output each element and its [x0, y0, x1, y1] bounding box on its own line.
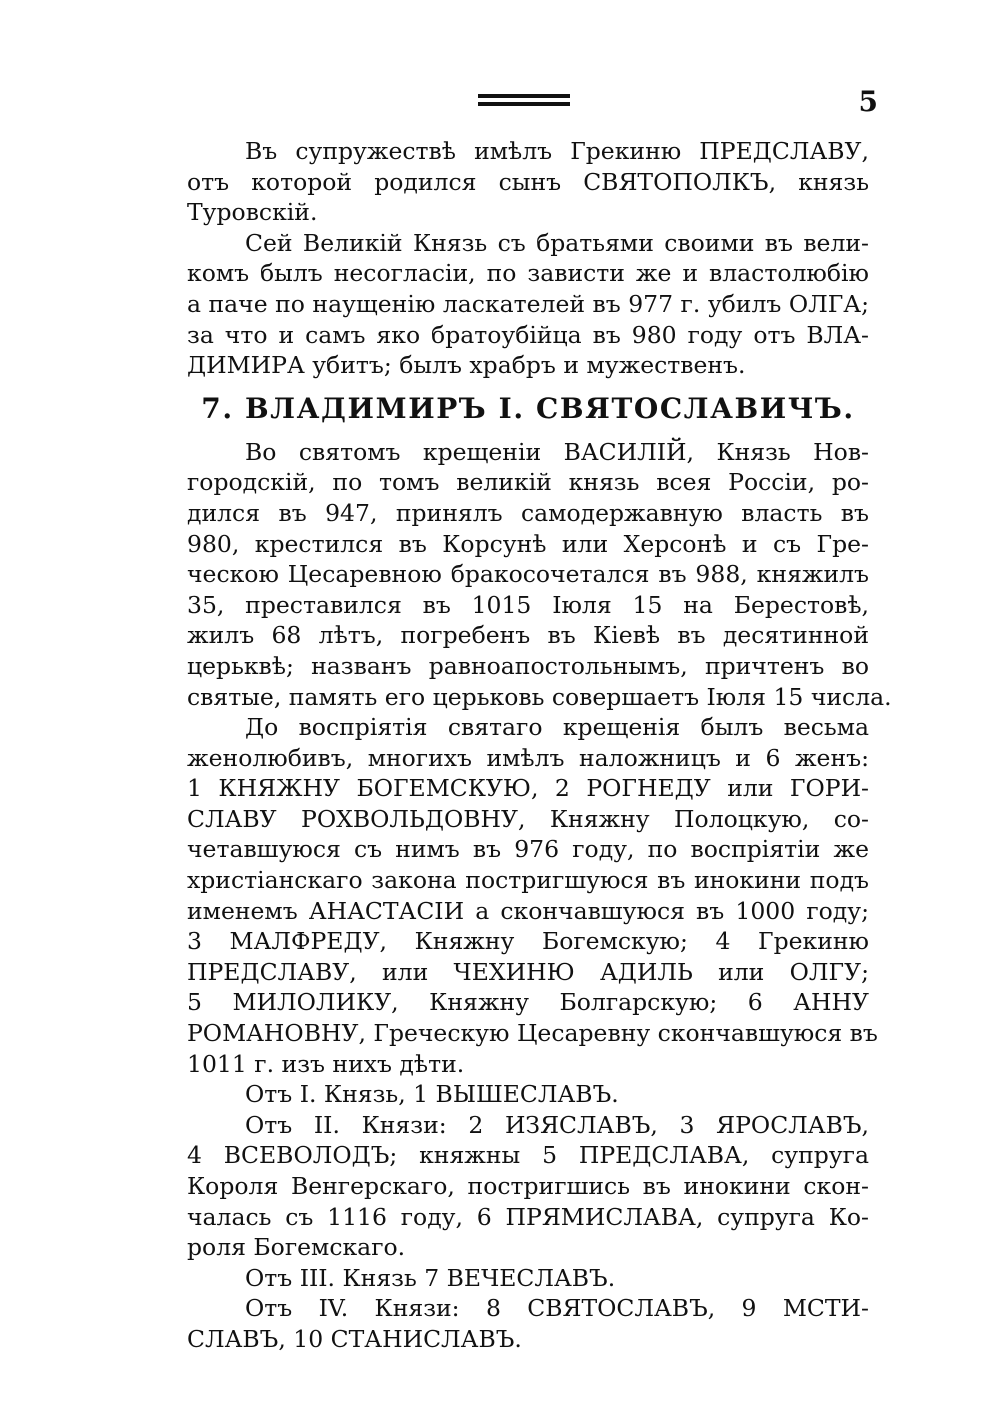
body-text [187, 136, 892, 1355]
text-line: Отъ I. Князь, 1 ВЫШЕСЛАВЪ. [245, 1080, 619, 1109]
text-line: Отъ III. Князь 7 ВЕЧЕСЛАВЪ. [245, 1263, 616, 1292]
rule-line [478, 102, 570, 106]
text-line: Отъ II. Князи: 2 ИЗЯСЛАВЪ, 3 ЯРОСЛАВЪ, [245, 1110, 869, 1139]
text-line: Туровскій. [187, 198, 318, 227]
text-line: 35, преставился въ 1015 Іюля 15 на Берестовѣ, [187, 590, 869, 619]
text-line: жилъ 68 лѣтъ, погребенъ въ Кіевѣ въ десятинной [187, 621, 869, 650]
text-line: 5 МИЛОЛИКУ, Княжну Болгарскую; 6 АННУ [187, 988, 869, 1017]
text-line: именемъ АНАСТАСІИ а скончавшуюся въ 1000 году; [187, 896, 869, 925]
text-line: 4 ВСЕВОЛОДЪ; княжны 5 ПРЕДСЛАВА, супруга [187, 1141, 869, 1170]
text-line: а паче по наущенію ласкателей въ 977 г. убилъ ОЛГА; [187, 289, 869, 318]
text-line: Въ супружествѣ имѣлъ Грекиню ПРЕДСЛАВУ, [245, 137, 869, 165]
text-line: СЛАВУ РОХВОЛЬДОВНУ, Княжну Полоцкую, со- [187, 804, 869, 833]
text-line: ПРЕДСЛАВУ, или ЧЕХИНЮ АДИЛЬ или ОЛГУ; [187, 957, 869, 986]
text-line: дился въ 947, принялъ самодержавную власть въ [187, 498, 869, 527]
text-line: ДИМИРА убитъ; былъ храбръ и мужественъ. [187, 351, 746, 380]
text-line: христіанскаго закона постригшуюся въ инокини подъ [187, 866, 869, 895]
text-line: Отъ IV. Князи: 8 СВЯТОСЛАВЪ, 9 МСТИ- [245, 1294, 869, 1323]
header-double-rule [478, 94, 570, 108]
text-line: Во святомъ крещеніи ВАСИЛІЙ, Князь Нов- [245, 437, 869, 466]
text-line: До воспріятія святаго крещенія былъ весьма [245, 713, 869, 742]
text-line: за что и самъ яко братоубійца въ 980 году отъ ВЛА- [187, 320, 869, 349]
text-line: женолюбивъ, многихъ имѣлъ наложницъ и 6 женъ: [187, 743, 869, 772]
text-line: 980, крестился въ Корсунѣ или Херсонѣ и съ Гре- [187, 529, 869, 558]
text-line: четавшуюся съ нимъ въ 976 году, по воспріятіи же [187, 835, 869, 864]
page-number: 5 [858, 85, 878, 118]
text-line: 1 КНЯЖНУ БОГЕМСКУЮ, 2 РОГНЕДУ или ГОРИ- [187, 774, 869, 803]
rule-line [478, 94, 570, 98]
section-heading: 7. ВЛАДИМИРЪ I. СВЯТОСЛАВИЧЪ. [201, 391, 855, 425]
text-block-after-heading [187, 437, 892, 1355]
text-line: роля Богемскаго. [187, 1233, 406, 1262]
text-line: святые, память его церьковь совершаетъ Іюля 15 числа. [187, 682, 892, 711]
text-line: городскій, по томъ великій князь всея Россіи, ро- [187, 468, 869, 497]
text-line: отъ которой родился сынъ СВЯТОПОЛКЪ, князь [187, 167, 869, 196]
text-line: чалась съ 1116 году, 6 ПРЯМИСЛАВА, супруга Ко- [187, 1202, 869, 1231]
text-line: СЛАВЪ, 10 СТАНИСЛАВЪ. [187, 1324, 522, 1353]
text-line: церьквѣ; названъ равноапостольнымъ, причтенъ во [187, 651, 869, 680]
text-line: Короля Венгерскаго, постригшись въ инокини скон- [187, 1172, 869, 1200]
text-line: 1011 г. изъ нихъ дѣти. [187, 1049, 465, 1078]
text-line: РОМАНОВНУ, Греческую Цесаревну скончавшуюся въ [187, 1019, 878, 1048]
text-line: 3 МАЛФРЕДУ, Княжну Богемскую; 4 Грекиню [187, 927, 869, 956]
text-line: Сей Великій Князь съ братьями своими въ вели- [245, 228, 869, 257]
text-line: комъ былъ несогласіи, по зависти же и властолюбію [187, 259, 869, 288]
text-block-before-heading [187, 136, 869, 381]
text-line: ческою Цесаревною бракосочетался въ 988, княжилъ [187, 560, 869, 589]
